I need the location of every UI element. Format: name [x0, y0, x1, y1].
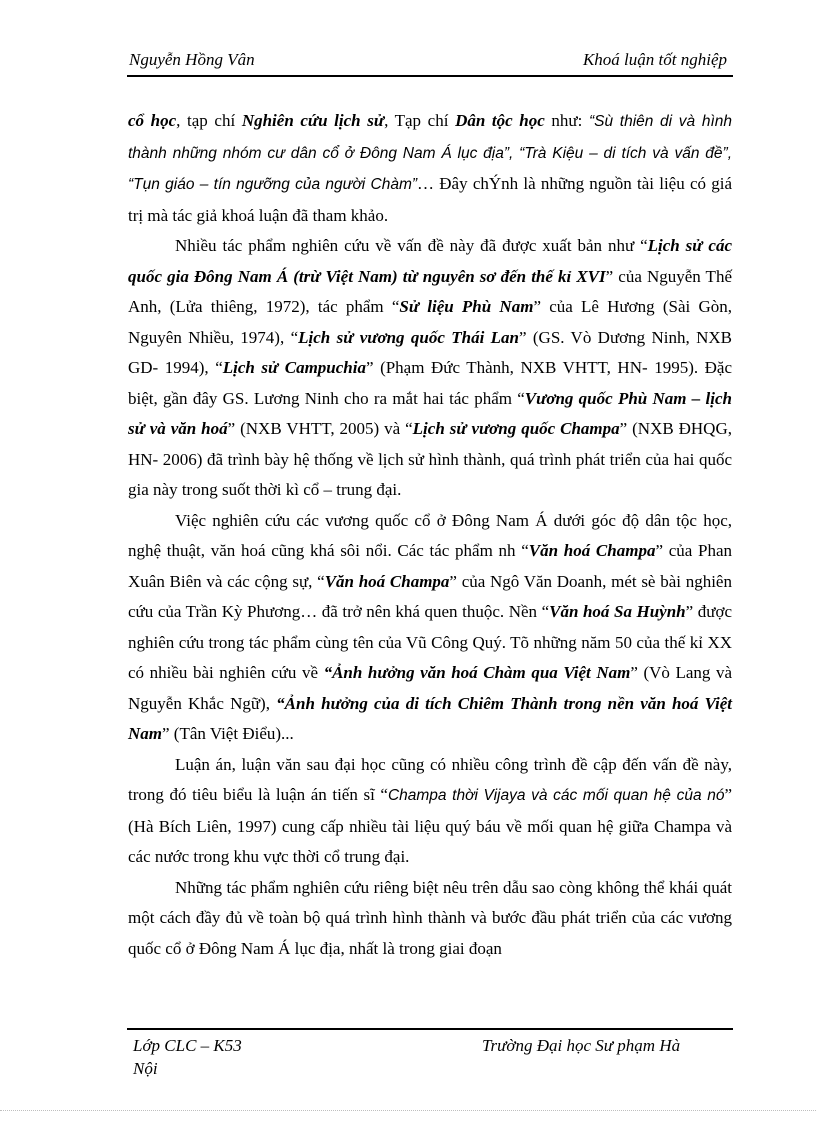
footer-city: Nội [133, 1059, 158, 1078]
paragraph-3: Việc nghiên cứu các vương quốc cổ ở Đông Nam Á dưới góc độ dân tộc học, nghệ thuật, văn hoá cũng khá sôi nổi. Các tác phẩm nh “Văn hoá Champa” của Phan Xuân Biên và các cộng sự, “Văn hoá Champa” của Ngô Văn Doanh, mét sè bài nghiên cứu của Trần Kỳ Phương… đã trở nên khá quen thuộc. Nền “Văn hoá Sa Huỳnh” được nghiên cứu trong tác phẩm cùng tên của Vũ Công Quý. Tõ những năm 50 của thế kỉ XX có nhiều bài nghiên cứu về “Ảnh hưởng văn hoá Chàm qua Việt Nam” (Vò Lang và Nguyễn Khắc Ngữ), “Ảnh hưởng của di tích Chiêm Thành trong nền văn hoá Việt Nam” (Tân Việt Điểu)... [128, 510, 733, 743]
paragraph-2: Nhiều tác phẩm nghiên cứu về vấn đề này đã được xuất bản như “Lịch sử các quốc gia Đông Nam Á (trừ Việt Nam) từ nguyên sơ đến thế kỉ XVI” của Nguyễn Thế Anh, (Lửa thiêng, 1972), tác phẩm “Sử liệu Phù Nam” của Lê Hương (Sài Gòn, Nguyên Nhiều, 1974), “Lịch sử vương quốc Thái Lan” (GS. Vò Dương Ninh, NXB GD- 1994), “Lịch sử Campuchia” (Phạm Đức Thành, NXB VHTT, HN- 1995). Đặc biệt, gần đây GS. Lương Ninh cho ra mắt hai tác phẩm “Vương quốc Phù Nam – lịch sử và văn hoá” (NXB VHTT, 2005) và “Lịch sử vương quốc Champa” (NXB ĐHQG, HN- 2006) đã trình bày hệ thống về lịch sử hình thành, quá trình phát triển của hai quốc gia này trong suốt thời kì cổ – trung đại. [128, 236, 733, 499]
page-edge-divider [0, 1110, 816, 1111]
page-header [127, 49, 733, 77]
paragraph-1: cổ học, tạp chí Nghiên cứu lịch sử, Tạp chí Dân tộc học như: “Sù thiên di và hình thành những nhóm cư dân cổ ở Đông Nam Á lục địa”, “Trà Kiệu – di tích và vấn đề”, “Tụn giáo – tín ngưỡng của người Chàm”… Đây chÝnh là những nguồn tài liệu có giá trị mà tác giả khoá luận đã tham khảo. [128, 111, 732, 225]
footer-class: Lớp CLC – K53 [133, 1036, 242, 1055]
footer-rule [127, 1028, 733, 1030]
footer-school: Trường Đại học Sư phạm Hà [482, 1036, 681, 1055]
paragraph-4: Luận án, luận văn sau đại học cũng có nhiều công trình đề cập đến vấn đề này, trong đó tiêu biểu là luận án tiến sĩ “Champa thời Vijaya và các mối quan hệ của nó” (Hà Bích Liên, 1997) cung cấp nhiều tài liệu quý báu về mối quan hệ giữa Champa và các nước trong khu vực thời cổ trung đại. [128, 754, 732, 866]
document-body [128, 106, 732, 964]
header-author: Nguyễn Hồng Vân [129, 50, 255, 69]
paragraph-5: Những tác phẩm nghiên cứu riêng biệt nêu trên dẫu sao còng không thể khái quát một cách đầy đủ về toàn bộ quá trình hình thành và bước đầu phát triển của các vương quốc cổ ở Đông Nam Á lục địa, nhất là trong giai đoạn [128, 877, 732, 958]
header-title: Khoá luận tốt nghiệp [582, 50, 727, 69]
